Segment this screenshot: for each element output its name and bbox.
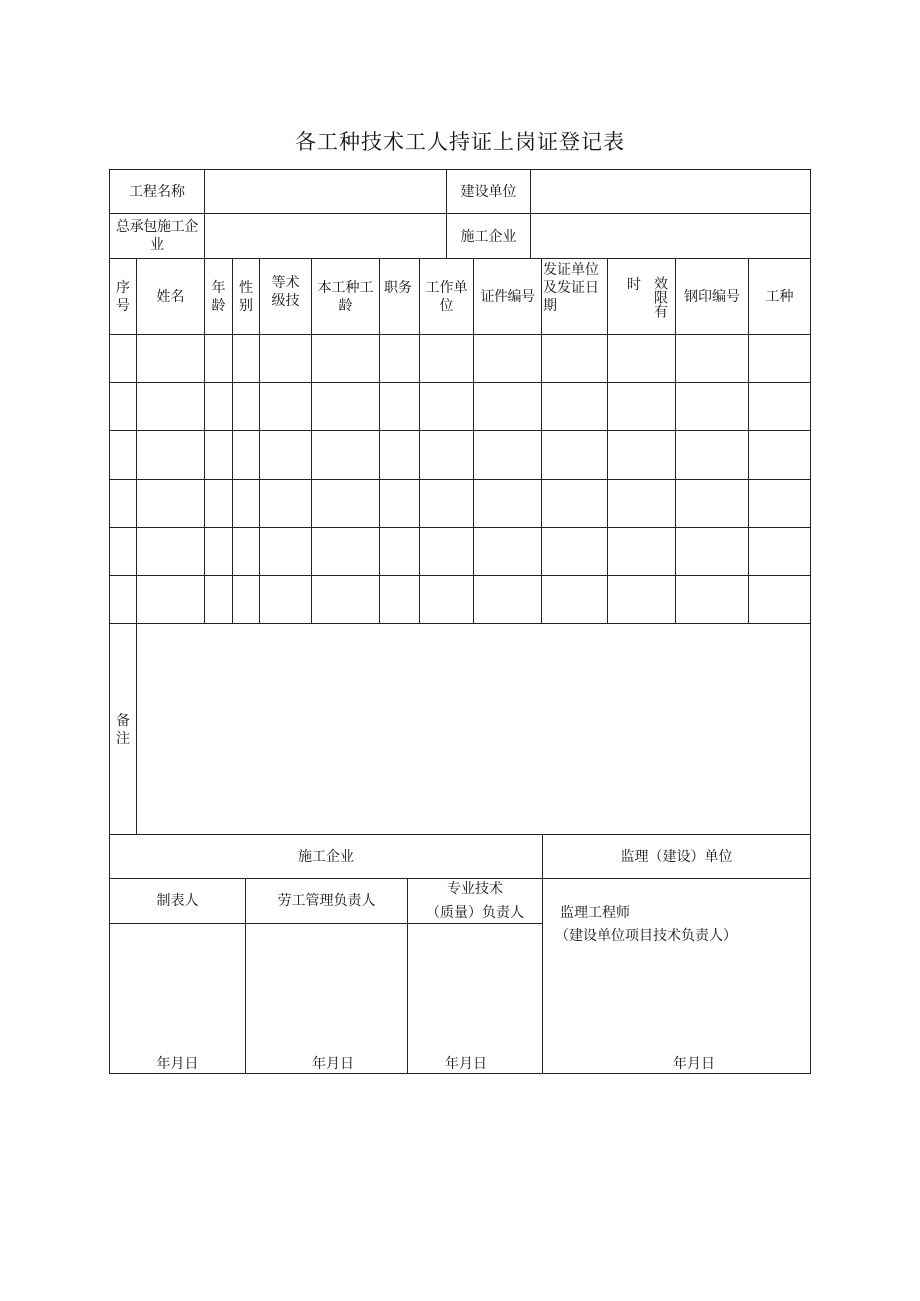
table-cell[interactable] <box>233 335 259 382</box>
col-header-work-unit: 工作单位 <box>425 280 468 314</box>
col-header-issuer: 发证单位及发证日期 <box>543 262 599 314</box>
table-cell[interactable] <box>380 528 419 575</box>
table-cell[interactable] <box>608 383 675 430</box>
table-cell[interactable] <box>233 480 259 527</box>
table-cell[interactable] <box>676 383 748 430</box>
labor-manager-signature-area[interactable] <box>246 924 407 1054</box>
table-cell[interactable] <box>676 480 748 527</box>
tech-lead-signature-area[interactable] <box>408 924 542 1054</box>
table-cell[interactable] <box>205 431 232 479</box>
col-header-seal-no: 钢印编号 <box>684 289 740 305</box>
labor-manager-date: 年月日 <box>312 1056 354 1072</box>
col-header-seq: 序号 <box>116 280 130 314</box>
table-border-right <box>810 169 811 1074</box>
table-cell[interactable] <box>233 431 259 479</box>
table-cell[interactable] <box>380 576 419 623</box>
table-border-bottom <box>109 1073 811 1074</box>
table-cell[interactable] <box>474 335 541 382</box>
table-cell[interactable] <box>542 528 607 575</box>
col-header-position: 职务 <box>384 280 412 296</box>
table-cell[interactable] <box>420 383 473 430</box>
table-cell[interactable] <box>608 480 675 527</box>
row-divider <box>109 834 811 835</box>
labor-manager-label: 劳工管理负责人 <box>277 893 376 909</box>
table-cell[interactable] <box>676 335 748 382</box>
table-cell[interactable] <box>474 431 541 479</box>
table-cell[interactable] <box>474 528 541 575</box>
table-cell[interactable] <box>312 576 379 623</box>
table-cell[interactable] <box>380 480 419 527</box>
table-cell[interactable] <box>420 528 473 575</box>
table-cell[interactable] <box>380 335 419 382</box>
table-cell[interactable] <box>233 576 259 623</box>
table-cell[interactable] <box>420 335 473 382</box>
preparer-label: 制表人 <box>156 893 199 909</box>
table-cell[interactable] <box>233 383 259 430</box>
table-cell[interactable] <box>749 431 810 479</box>
table-cell[interactable] <box>110 480 136 527</box>
project-name-label: 工程名称 <box>129 184 185 200</box>
table-cell[interactable] <box>608 528 675 575</box>
table-cell[interactable] <box>608 576 675 623</box>
preparer-date: 年月日 <box>156 1056 199 1072</box>
table-cell[interactable] <box>312 480 379 527</box>
table-cell[interactable] <box>260 480 311 527</box>
supervision-side-label: 监理（建设）单位 <box>620 849 733 865</box>
table-cell[interactable] <box>137 528 204 575</box>
table-cell[interactable] <box>312 335 379 382</box>
table-cell[interactable] <box>542 335 607 382</box>
table-cell[interactable] <box>205 576 232 623</box>
col-header-name: 姓名 <box>156 289 185 305</box>
table-cell[interactable] <box>110 431 136 479</box>
table-cell[interactable] <box>312 383 379 430</box>
general-contractor-field[interactable] <box>205 214 446 258</box>
engineer-signature-area[interactable] <box>543 950 810 1054</box>
col-header-cert-no: 证件编号 <box>480 289 535 305</box>
table-cell[interactable] <box>608 431 675 479</box>
construction-company-field[interactable] <box>531 214 810 258</box>
table-cell[interactable] <box>420 576 473 623</box>
table-cell[interactable] <box>137 431 204 479</box>
table-cell[interactable] <box>380 383 419 430</box>
table-cell[interactable] <box>420 480 473 527</box>
col-header-trade: 工种 <box>765 289 794 305</box>
table-cell[interactable] <box>749 528 810 575</box>
remarks-field[interactable] <box>137 624 810 834</box>
table-cell[interactable] <box>676 528 748 575</box>
table-cell[interactable] <box>205 480 232 527</box>
table-cell[interactable] <box>260 576 311 623</box>
table-cell[interactable] <box>260 431 311 479</box>
table-cell[interactable] <box>233 528 259 575</box>
construction-side-label: 施工企业 <box>298 849 354 865</box>
preparer-signature-area[interactable] <box>110 924 245 1054</box>
table-cell[interactable] <box>260 335 311 382</box>
row-divider <box>109 258 811 259</box>
table-cell[interactable] <box>542 576 607 623</box>
col-header-validity-b: 效限有 <box>652 276 668 318</box>
table-cell[interactable] <box>312 431 379 479</box>
table-cell[interactable] <box>137 576 204 623</box>
owner-label: 建设单位 <box>460 184 517 200</box>
tech-lead-label-line2: （质量）负责人 <box>426 905 524 921</box>
table-cell[interactable] <box>110 528 136 575</box>
table-cell[interactable] <box>542 431 607 479</box>
table-cell[interactable] <box>749 480 810 527</box>
table-cell[interactable] <box>137 480 204 527</box>
table-cell[interactable] <box>110 383 136 430</box>
table-cell[interactable] <box>205 335 232 382</box>
remarks-label: 备注 <box>116 713 130 747</box>
table-cell[interactable] <box>474 383 541 430</box>
table-cell[interactable] <box>474 576 541 623</box>
table-cell[interactable] <box>380 431 419 479</box>
table-cell[interactable] <box>110 576 136 623</box>
table-cell[interactable] <box>608 335 675 382</box>
table-cell[interactable] <box>312 528 379 575</box>
table-cell[interactable] <box>749 383 810 430</box>
table-cell[interactable] <box>420 431 473 479</box>
table-cell[interactable] <box>542 480 607 527</box>
general-contractor-label: 总承包施工企业 <box>115 219 199 253</box>
col-header-skill-grade: 等术级技 <box>271 275 300 309</box>
table-cell[interactable] <box>137 383 204 430</box>
table-cell[interactable] <box>260 383 311 430</box>
tech-lead-label-line1: 专业技术 <box>447 881 503 897</box>
tech-lead-date: 年月日 <box>445 1056 487 1072</box>
table-cell[interactable] <box>749 335 810 382</box>
col-header-validity-a: 时 <box>627 277 641 293</box>
table-cell[interactable] <box>749 576 810 623</box>
table-cell[interactable] <box>542 383 607 430</box>
owner-field[interactable] <box>531 170 810 213</box>
engineer-date: 年月日 <box>673 1056 715 1072</box>
row-divider <box>109 878 811 879</box>
col-header-age: 年龄 <box>211 280 226 314</box>
page-title: 各工种技术工人持证上岗证登记表 <box>295 130 625 154</box>
construction-company-label: 施工企业 <box>460 229 517 245</box>
engineer-label-line2: （建设单位项目技术负责人） <box>555 928 737 944</box>
table-cell[interactable] <box>137 335 204 382</box>
table-cell[interactable] <box>205 383 232 430</box>
col-header-sex: 性别 <box>239 280 253 314</box>
col-header-trade-years: 本工种工龄 <box>317 280 374 314</box>
table-cell[interactable] <box>260 528 311 575</box>
table-cell[interactable] <box>205 528 232 575</box>
table-cell[interactable] <box>676 576 748 623</box>
table-cell[interactable] <box>474 480 541 527</box>
table-cell[interactable] <box>676 431 748 479</box>
table-cell[interactable] <box>110 335 136 382</box>
project-name-field[interactable] <box>205 170 446 213</box>
engineer-label-line1: 监理工程师 <box>560 905 630 921</box>
